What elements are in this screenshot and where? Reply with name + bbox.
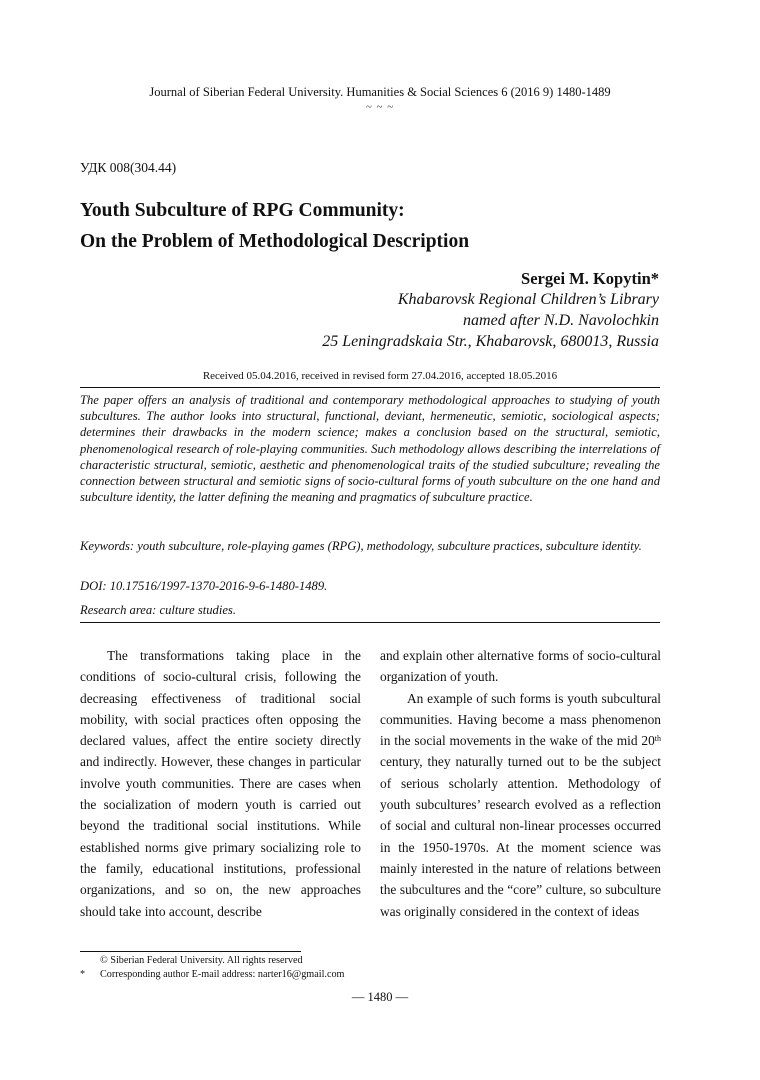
body-text: An example of such forms is youth subcultural communities. Having become a mass phenomenon in the social movements in the wake of the mid 20 [380,690,661,749]
paper-title [80,195,680,257]
copyright-text: © Siberian Federal University. All rights reserved [100,955,303,966]
body-paragraph: The transformations taking place in the conditions of socio-cultural crisis, following the decreasing effectiveness of traditional social mobility, with social practices often opposing the declared values, affect the entire society directly and indirectly. However, these changes in particular involve youth communities. There are cases when the socialization of modern youth is carried out beyond the traditional social institutions. While established norms give primary socializing role to the family, educational institutions, professional organizations, and so on, the new approaches should take into account, describe [80,648,361,919]
footnote-rule [80,951,301,952]
body-text: century, they naturally turned out to be the subject of serious scholarly attention. Methodology of youth subcultures’ research evolved as a reflection of social and cultural non-linear processes occurred in the 1950-1970s. At the moment science was mainly interested in the nature of relations between the subcultures and the “core” culture, so subculture was originally considered in the context of ideas [380,754,661,919]
header-ornament: ~ ~ ~ [365,101,395,113]
affiliation-line-1: Khabarovsk Regional Children’s Library [397,291,659,308]
footnote-corresponding [80,968,344,981]
footnote-star: * [80,969,86,980]
bottom-rule [80,622,660,623]
received-dates: Received 05.04.2016, received in revised form 27.04.2016, accepted 18.05.2016 [202,370,558,382]
superscript: th [654,734,661,744]
author-name: Sergei M. Kopytin* [521,269,659,288]
affiliation-line-3: 25 Leningradskaia Str., Khabarovsk, 680013, Russia [322,333,659,350]
affiliation-line-2: named after N.D. Navolochkin [463,312,659,329]
udk-code: УДК 008(304.44) [80,160,177,175]
body-column-left [80,645,361,922]
keywords: Keywords: youth subculture, role-playing games (RPG), methodology, subculture practices, subculture identity. [80,539,642,553]
body-paragraph: and explain other alternative forms of socio-cultural organization of youth. [380,648,661,685]
title-line-1: Youth Subculture of RPG Community: [80,200,405,221]
research-area: Research area: culture studies. [80,603,236,617]
footnote-copyright [80,954,303,967]
title-line-2: On the Problem of Methodological Description [80,231,470,252]
corresponding-email: Corresponding author E-mail address: narter16@gmail.com [100,969,345,980]
body-paragraph [380,688,661,922]
page-number: — 1480 — [351,990,409,1004]
journal-header: Journal of Siberian Federal University. Humanities & Social Sciences 6 (2016 9) 1480-1489 [149,85,611,99]
abstract: The paper offers an analysis of traditional and contemporary methodological approaches to studying of youth subcultures. The author looks into structural, functional, deviant, hermeneutic, semiotic, sociological aspects; determines their drawbacks in the modern science; makes a conclusion based on the structural, semiotic, phenomenological research of role-playing communities. Such methodology allows describing the interrelations of characteristic structural, semiotic, aesthetic and phenomenological traits of the studied subculture; revealing the connection between structural and semiotic signs of socio-cultural forms of youth subculture on the one hand and subculture identity, the latter defining the meaning and pragmatics of subculture practice. [80,393,660,505]
doi: DOI: 10.17516/1997-1370-2016-9-6-1480-1489. [80,579,328,593]
body-column-right [380,645,661,922]
author-block [139,268,659,352]
top-rule [80,387,660,388]
